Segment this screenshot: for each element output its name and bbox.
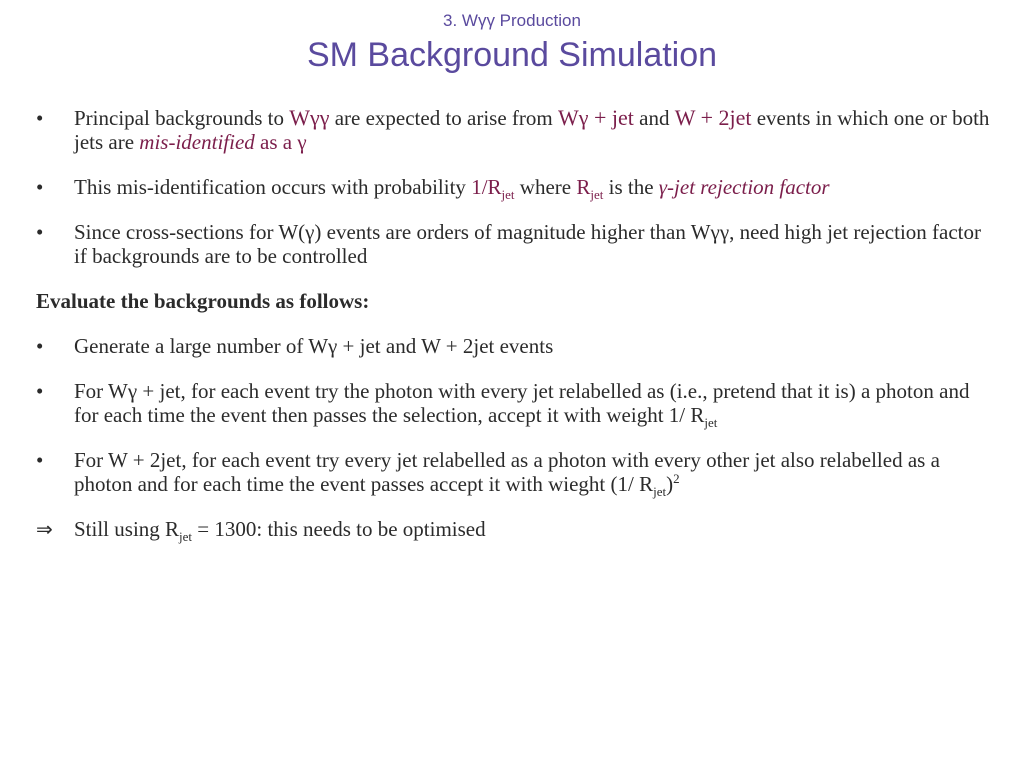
- bullet-marker: •: [36, 334, 44, 358]
- implies-arrow-icon: ⇒: [36, 517, 53, 541]
- term-wg-jet: Wγ + jet: [558, 105, 634, 130]
- term-w-2jet: W + 2jet: [674, 105, 752, 130]
- subscript: jet: [179, 529, 193, 545]
- text: events in which one or both jets are: [74, 106, 990, 154]
- text: Principal backgrounds to: [74, 106, 290, 130]
- superscript: 2: [673, 471, 680, 486]
- bullet-marker: •: [36, 448, 44, 472]
- bullet-item: [36, 220, 996, 268]
- text: Still using R: [74, 517, 180, 541]
- subheading: Evaluate the backgrounds as follows:: [36, 289, 370, 313]
- slide-title: SM Background Simulation: [306, 36, 718, 74]
- text: Generate a large number of Wγ + jet and W + 2jet events: [74, 334, 554, 358]
- text: For Wγ + jet, for each event try the photon with every jet relabelled as (i.e., pretend that it is) a photon and for each time the event then passes the selection, accept it with weight 1/ R: [74, 379, 970, 427]
- conclusion-item: [36, 517, 996, 545]
- text: For W + 2jet, for each event try every jet relabelled as a photon with every other jet also relabelled as a photon and for each time the event passes accept it with wieght (1/ R: [74, 448, 940, 496]
- bullet-item: [36, 379, 996, 431]
- subscript: jet: [704, 415, 718, 431]
- text: are expected to arise from: [329, 106, 558, 130]
- term-wgg: Wγγ: [289, 105, 330, 130]
- text: as a γ: [254, 130, 307, 154]
- text: where: [514, 175, 577, 199]
- text: R: [576, 175, 591, 199]
- text: and: [633, 106, 675, 130]
- text: ): [666, 472, 674, 496]
- term-rejection-factor: γ-jet rejection factor: [658, 175, 830, 199]
- bullet-marker: •: [36, 220, 44, 244]
- term-rjet: [576, 175, 604, 203]
- bullet-item: [36, 175, 996, 203]
- text: is the: [603, 175, 659, 199]
- text: This mis-identification occurs with probability: [74, 175, 472, 199]
- bullet-marker: •: [36, 379, 44, 403]
- text: = 1300: this needs to be optimised: [192, 517, 486, 541]
- bullet-marker: •: [36, 106, 44, 130]
- subscript: jet: [501, 187, 515, 203]
- slide-body: [36, 106, 996, 562]
- subscript: jet: [590, 187, 604, 203]
- bullet-item: [36, 334, 996, 358]
- slide-header: [0, 10, 1024, 76]
- bullet-item: [36, 106, 996, 154]
- bullet-item: [36, 448, 996, 500]
- term-misidentified: mis-identified: [139, 130, 255, 154]
- section-heading: 3. Wγγ Production: [443, 11, 581, 30]
- bullet-marker: •: [36, 175, 44, 199]
- text: 1/R: [471, 175, 502, 199]
- text: Since cross-sections for W(γ) events are orders of magnitude higher than Wγγ, need high jet rejection factor if backgrounds are to be controlled: [74, 220, 981, 268]
- subscript: jet: [653, 484, 667, 500]
- term-probability: [471, 175, 515, 203]
